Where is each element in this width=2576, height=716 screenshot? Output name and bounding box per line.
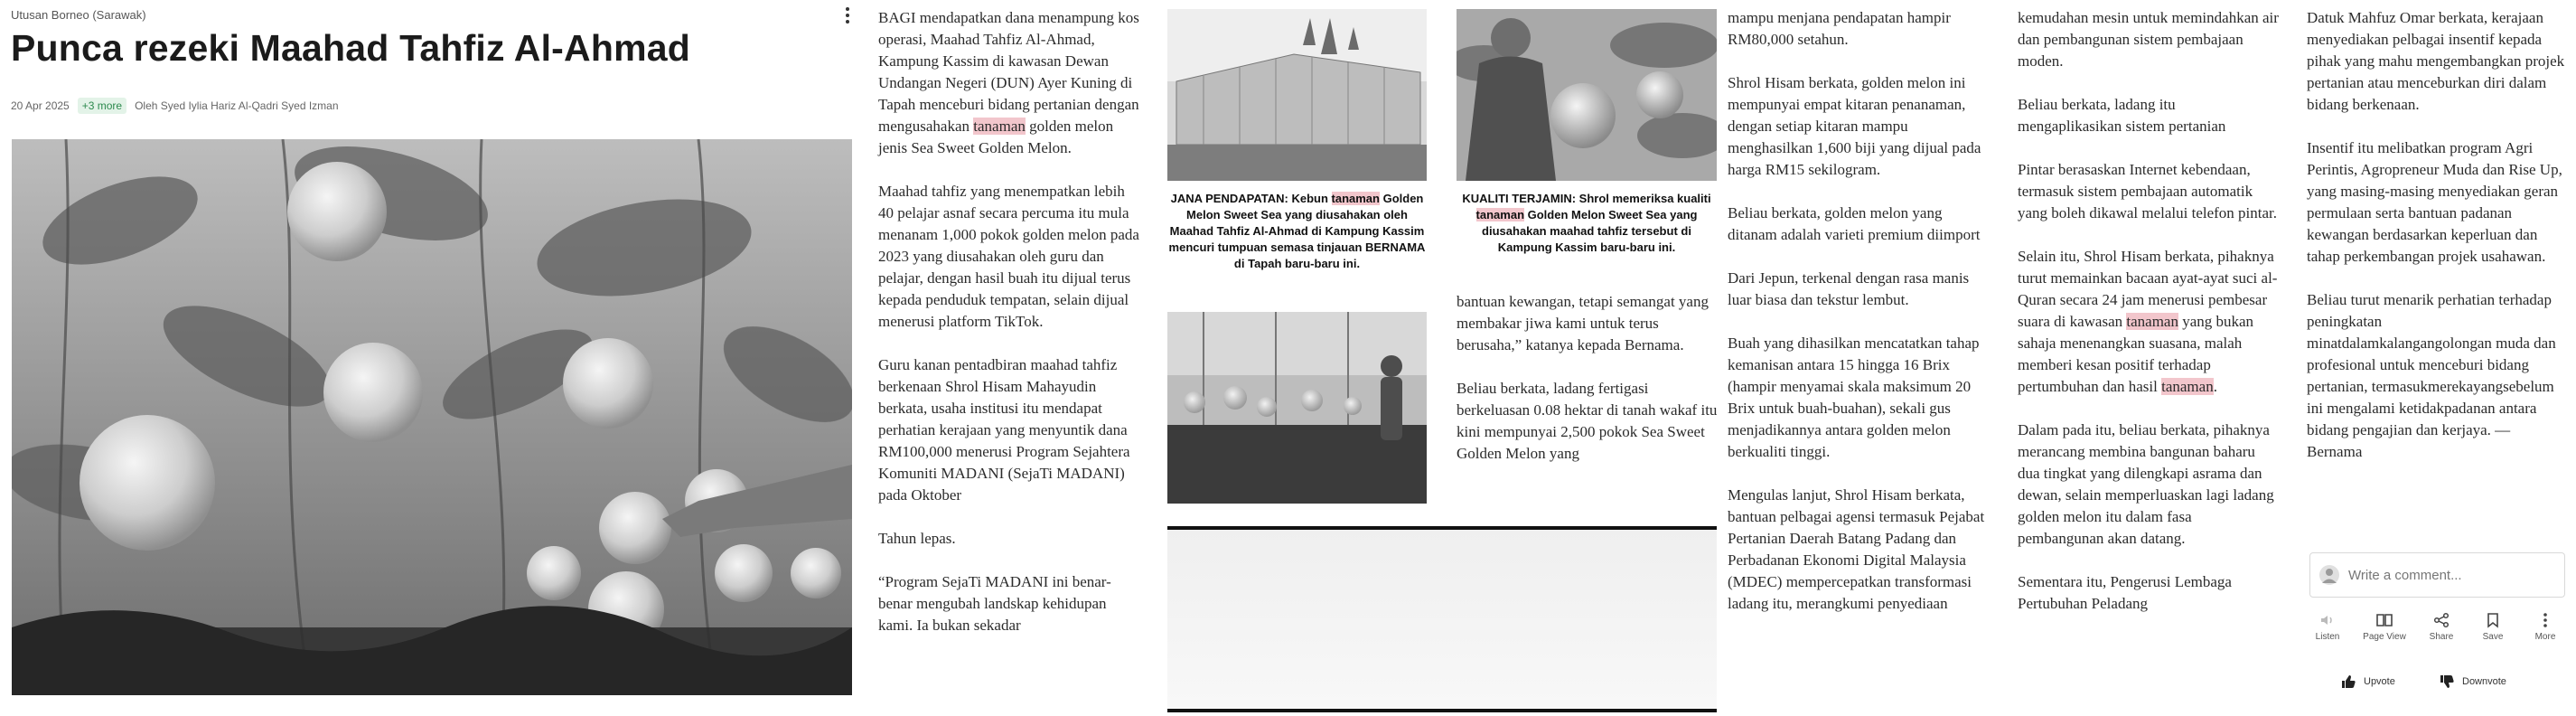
comment-input[interactable]	[2309, 552, 2565, 598]
more-button[interactable]	[2520, 612, 2571, 642]
photo-caption-2	[1457, 191, 1717, 256]
page-view-button[interactable]	[2359, 612, 2410, 642]
more-options-icon[interactable]	[838, 4, 857, 27]
paragraph: “Program SejaTi MADANI ini benar-benar mengubah landskap kehidupan kami. Ia bukan sekadar	[878, 573, 1111, 634]
paragraph: Datuk Mahfuz Omar berkata, kerajaan menyediakan pelbagai insentif kepada pihak yang mahu mengembangkan projek pertanian atau menceburkan diri dalam bidang berkenaan.	[2307, 9, 2565, 113]
share-icon	[2433, 612, 2450, 628]
paragraph: Guru kanan pentadbiran maahad tahfiz berkenaan Shrol Hisam Mahayudin berkata, usaha institusi itu mendapat perhatian kerajaan yang menyuntik dana RM100,000 menerusi Program Sejahtera Komuniti MADANI (SejaTi MADANI) pada Oktober	[878, 356, 1130, 504]
bookmark-icon	[2486, 612, 2500, 628]
text-run: JANA PENDAPATAN: Kebun	[1170, 192, 1332, 205]
paragraph: Tahun lepas.	[878, 530, 956, 547]
paragraph	[2018, 246, 2280, 398]
thumbs-down-icon	[2439, 674, 2455, 690]
paragraph: bantuan kewangan, tetapi semangat yang membakar jiwa kami untuk terus berusaha,” katanya kepada Bernama.	[1457, 293, 1709, 353]
article-title: Punca rezeki Maahad Tahfiz Al-Ahmad	[11, 27, 690, 69]
photo-greenhouse[interactable]	[1167, 9, 1427, 181]
listen-button[interactable]	[2302, 612, 2353, 642]
main-photo-melons[interactable]	[12, 139, 852, 695]
farmer-greenhouse-illustration	[1167, 312, 1427, 504]
article-column-6	[2307, 7, 2569, 485]
paragraph: Insentif itu melibatkan program Agri Perintis, Agropreneur Muda dan Rise Up, yang masing-masing menyediakan geran permulaan serta bantuan padanan kewangan berdasarkan keperluan dan tahap perkembangan projek usahawan.	[2307, 139, 2562, 265]
photo-farmer-in-greenhouse[interactable]	[1167, 312, 1427, 504]
thumbs-up-icon	[2340, 674, 2356, 690]
text-run: golden melon jenis Sea Sweet Golden Melon.	[878, 118, 1114, 156]
share-label: Share	[2429, 632, 2454, 642]
paragraph: Beliau berkata, golden melon yang ditanam adalah varieti premium diimport	[1728, 204, 1981, 243]
article-meta	[11, 98, 339, 114]
highlighted-term[interactable]: tanaman	[1475, 208, 1525, 221]
advertisement-panel[interactable]	[1167, 526, 1717, 712]
listen-label: Listen	[2315, 632, 2340, 642]
user-avatar-icon	[2319, 565, 2339, 585]
paragraph: Beliau berkata, ladang itu mengaplikasikan sistem pertanian	[2018, 96, 2226, 135]
page-view-label: Page View	[2363, 632, 2406, 642]
paragraph: Pintar berasaskan Internet kebendaan, termasuk sistem pembajaan automatik yang boleh dikawal melalui telefon pintar.	[2018, 161, 2278, 221]
paragraph	[878, 7, 1140, 159]
paragraph: Beliau berkata, ladang fertigasi berkeluasan 0.08 hektar di tanah wakaf itu kini mempunyai 2,500 pokok Sea Sweet Golden Melon yang	[1457, 380, 1718, 462]
highlighted-term[interactable]: tanaman	[973, 118, 1026, 135]
paragraph: Mengulas lanjut, Shrol Hisam berkata, bantuan pelbagai agensi termasuk Pejabat Pertanian Daerah Batang Padang dan Perbadanan Ekonomi Digital Malaysia (MDEC) mempercepatkan transformasi ladang itu, merangkumi penyediaan	[1728, 486, 1985, 612]
highlighted-term[interactable]: tanaman	[2126, 313, 2178, 330]
paragraph: Maahad tahfiz yang menempatkan lebih 40 pelajar asnaf secara percuma itu mula menanam 1,000 pokok golden melon pada 2023 yang diusahakan oleh guru dan pelajar, dengan hasil buah itu dijual terus kepada penduduk tempatan, selain dijual menerusi platform TikTok.	[878, 183, 1139, 330]
paragraph: Dalam pada itu, beliau berkata, pihaknya merancang membina bangunan baharu dua tingkat yang dilengkapi asrama dan dewan, selain memperluaskan lagi ladang golden melon itu dalam fasa pembangunan akan datang.	[2018, 421, 2274, 547]
article-byline: Oleh Syed Iylia Hariz Al-Qadri Syed Izman	[135, 99, 339, 112]
article-column-1	[878, 7, 1140, 658]
vertical-dots-icon	[2537, 612, 2553, 628]
paragraph: Dari Jepun, terkenal dengan rasa manis luar biasa dan tekstur lembut.	[1728, 269, 1970, 308]
text-run: yang bukan sahaja menenangkan suasana, malah memberi kesan positif terhadap pertumbuhan dan hasil	[2018, 313, 2254, 395]
paragraph: mampu menjana pendapatan hampir RM80,000 setahun.	[1728, 9, 1951, 48]
article-column-3	[1457, 291, 1719, 486]
save-label: Save	[2482, 632, 2504, 642]
text-run: KUALITI TERJAMIN: Shrol memeriksa kualiti	[1462, 192, 1711, 205]
book-icon	[2375, 612, 2393, 628]
downvote-label: Downvote	[2462, 676, 2506, 687]
melon-photo-illustration	[12, 139, 852, 695]
text-run: BAGI mendapatkan dana menampung kos operasi, Maahad Tahfiz Al-Ahmad, Kampung Kassim di kawasan Dewan Undangan Negeri (DUN) Ayer Kuning di Tapah menceburi bidang pertanian dengan mengusahakan	[878, 9, 1139, 135]
highlighted-term[interactable]: tanaman	[1331, 192, 1380, 205]
article-column-4	[1728, 7, 1990, 636]
publication-name[interactable]: Utusan Borneo (Sarawak)	[11, 8, 146, 22]
greenhouse-illustration	[1167, 9, 1427, 181]
article-column-5	[2018, 7, 2280, 636]
text-run: Selain itu, Shrol Hisam berkata, pihaknya turut memainkan bacaan ayat-ayat suci al-Quran secara 24 jam menerusi pembesar suara di kawasan	[2018, 248, 2278, 330]
save-button[interactable]	[2468, 612, 2518, 642]
text-run: Golden Melon Sweet Sea yang diusahakan oleh Maahad Tahfiz Al-Ahmad di Kampung Kassim mencuri tumpuan semasa tinjauan BERNAMA di Tapah baru-baru ini.	[1168, 192, 1426, 270]
highlighted-term[interactable]: tanaman	[2161, 378, 2214, 395]
speaker-icon	[2319, 612, 2336, 628]
paragraph: Buah yang dihasilkan mencatatkan tahap kemanisan antara 15 hingga 16 Brix (hampir menyamai skala maksimum 20 Brix untuk buah-buahan), sekali gus menjadikannya antara golden melon berkualiti tinggi.	[1728, 334, 1980, 460]
text-run: Golden Melon Sweet Sea yang diusahakan maahad tahfiz tersebut di Kampung Kassim baru-baru ini.	[1482, 208, 1698, 254]
downvote-button[interactable]	[2439, 674, 2506, 690]
upvote-label: Upvote	[2364, 676, 2395, 687]
article-date: 20 Apr 2025	[11, 99, 70, 112]
comment-placeholder: Write a comment...	[2348, 567, 2462, 583]
upvote-button[interactable]	[2340, 674, 2395, 690]
paragraph: Shrol Hisam berkata, golden melon ini mempunyai empat kitaran penanaman, dengan setiap kitaran mampu menghasilkan 1,600 biji yang dijual pada harga RM15 sekilogram.	[1728, 74, 1981, 178]
text-run: .	[2213, 378, 2217, 395]
photo-caption-1	[1167, 191, 1427, 272]
paragraph: Sementara itu, Pengerusi Lembaga Pertubuhan Peladang	[2018, 573, 2232, 612]
paragraph: Beliau turut menarik perhatian terhadap peningkatan minatdalamkalangangolongan muda dan profesional untuk menceburi bidang pertanian, termasukmerekayangsebelum ini mengalami ketidakpadanan antara bidang pengajian dan kerjaya. — Bernama	[2307, 291, 2556, 460]
share-button[interactable]	[2416, 612, 2467, 642]
photo-farmer-checking-melon[interactable]	[1457, 9, 1717, 181]
more-label: More	[2534, 632, 2556, 642]
more-authors-badge[interactable]: +3 more	[78, 98, 126, 114]
paragraph: kemudahan mesin untuk memindahkan air dan pembangunan sistem pembajaan moden.	[2018, 9, 2279, 70]
farmer-melon-illustration	[1457, 9, 1717, 181]
